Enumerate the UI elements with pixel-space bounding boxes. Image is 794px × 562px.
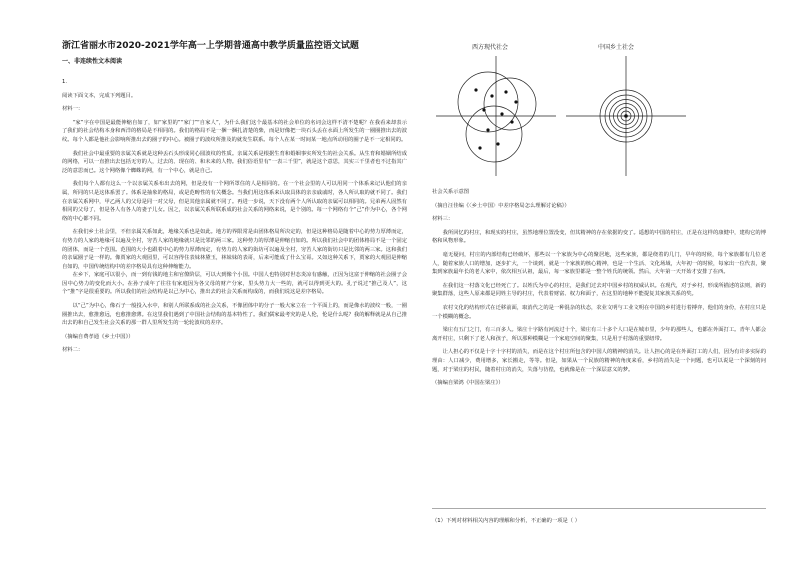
- excerpt-source: （摘编自梁鸿《中国在梁庄》）: [432, 380, 504, 387]
- material-three-paragraph: 在我们这一村落文化已经死亡了。以姓氏为中心的村庄，是我们过去对中国乡村的权威认识。在现代，对于乡村，形成所描述的法则，新的聚集群落，这些人原来都是同姓主导的村庄，代表着财富、权力和面子，在这里的地种不能提复其家族关系的奖。: [432, 282, 766, 298]
- page-title: 浙江省丽水市2020-2021学年高一上学期普通高中教学质量监控语文试题: [62, 41, 359, 51]
- west-society-diagram: [432, 52, 562, 180]
- material-three-paragraph: 我所回忆的村庄，和现实的村庄，虽然地理位置没变，但其精神的存在依据的变了。遥想的中国的村庄，正是在这样的康健中，建构它的博格和风物形象。: [432, 229, 766, 245]
- diagram-caption: 社会关系示意图: [432, 189, 470, 195]
- person-dot: [486, 128, 489, 131]
- material-one-paragraph: 我们每个人都有这么一个以亲属关系布出去的网，但是没有一个网所罩住的人是相同的。在一个社会里的人可以用同一个体系来记认他们的亲属，所同的只是这体系罢了。体系是抽象的格局，或是范畴性的有关概念。当我们用这体系来认取具体的亲亲戚戚时，各人所认取的就不同了。我们在亲属关系网中，甲乙两人的父母是同一对父母，但是其他亲属就不同了。再进一步说，天下没有两个人所认取的亲属可以相同的。兄弟两人固然有相同的父母了，但是各人有各人的妻子儿女。因之，以亲属关系所联系成的社会关系的网络来说，是个别的。每一个网络有个“己”作为中心，各个网络的中心都不同。: [62, 181, 407, 222]
- material-three-paragraph: 毫无疑问，村庄的内部结构已经破坏，那些以一个家族为中心的聚居地，这些家族，都是绕着的几门，早年的时候，每个家族都有几位老人，随着家族人口的增加，逐步扩大，一个谈到，就是一个家族的核心精神，也是一个生活、文化场域，大年初一的时候，每家出一位代表，聚集到家族最年长的老人家中，依次相互认祖，最后，每一家族里都是一整个姓氏的统领。然后，大年第一天开始才安排了在西。: [432, 251, 766, 276]
- section-heading: 一、非连续性文本阅读: [62, 58, 123, 65]
- material-three-paragraph: 农村文化的结构形式在迁移前面，取消代之的是一种混杂的状态，农业文明与工业文明在中国的乡村进行着搏弈，他们的身份，在村庄只是一个模糊的概念。: [432, 304, 766, 320]
- material-three-label: 材料三：: [432, 216, 454, 223]
- material-three-paragraph: 让人担心的不仅是十字十字村的消失，而是在这个村庄所包含的中国人的精神的消失。让人担心的是在外面打工的人们，因为有许多实际的理由：人口减少，费用增多，家长搬走，等等。但是，如果从一个民族的精神的角度来看，乡村的消失是一个问题，也可以说是一个深刻的问题，对于梁庄的村民，随着村庄的消失，失落与彷徨，也就像是在一个深层意义的梦。: [432, 349, 766, 373]
- excerpt-source: （摘自汪佳编《〈乡土中国〉中差序格局怎么理解讨论稿》）: [432, 202, 570, 209]
- material-three-paragraph: 梁庄有五门之门，有三百多人。梁庄十字路有河流过十个，梁庄有三十多个人口是在城市里，少年的那些人，也都在外面打工。青年人都会离开村庄，只剩下了老人和孩子，所以那种模糊是一个家庭空间的聚集，只是用于村落的重要纽带。: [432, 327, 766, 342]
- material-one-paragraph: 在乡下，家庭可以很小，而一到有钱的地主和官僚阶层，可以大到像个小国。中国人也特别对世态炎凉有感触，正因为这富于伸缩的社会圈子会因中心势力的变化而大小。在孙子成年了往往有家庭因为各父母的财产分家，里头势力大一些的，就可以得到更大的。孔子说过“推己及人”，这个“推”字是很重要的。所以我们的社会结构是以己为中心，推出去的社会关系而构成的，而我们说这是差序格局。: [62, 272, 407, 296]
- material-one-label: 材料一：: [62, 106, 84, 113]
- instruction-text: 阅读下面文本，完成下列题目。: [62, 92, 137, 99]
- china-society-diagram: [562, 52, 692, 180]
- person-dot: [514, 100, 517, 103]
- question-box: [432, 508, 766, 526]
- material-one-paragraph: 以“己”为中心，像石子一般投入水中，和别人所联系成的社会关系，不像团体中的分子一般大家立在一个平面上的，而是像水的波纹一般，一圈圈推出去，愈推愈远，也愈推愈薄。在这里我们遇到了中国社会结构的基本特性了。我们儒家最考究的是人伦，伦是什么呢？我的解释就是从自己推出去的和自己发生社会关系的那一群人里所发生的一轮轮波纹的差序。: [62, 303, 407, 327]
- question-number: 1.: [62, 79, 68, 85]
- left-column: [62, 40, 407, 355]
- person-dot: [504, 90, 507, 93]
- person-dot: [510, 120, 513, 123]
- person-dot: [474, 88, 477, 91]
- diagram-left-title: 西方现代社会: [472, 44, 509, 51]
- material-one-paragraph: 在我们乡土社会里，不但亲属关系如此，地缘关系也是如此。地方的界限常是由团体格局所决定的，但是这种格局是随着中心的势力厚薄而定，有势力的人家的地缘可以遍及全村，穷苦人家的地缘就只是比邻的两三家。这种势力的厚薄是伸缩自如的。所以我们社会中的团体格局不是一个固定的团体，而是一个范围。范围的大小也跟着中心的势力厚薄而定，有势力的人家的街坊可以遍及全村，穷苦人家的街坊只是比邻的两三家。这和我们的亲属圈子是一样的。像贾家的大观园里，可以容得住表妹林黛玉，林妹妹的表哥，后来可能成了什么宝哥。又如这种关系下，贾家的大观园是伸缩自如的，中国传统结构中的差序格局具有这种伸缩能力。: [62, 229, 407, 270]
- material-one-paragraph: “家”字在中国是最能伸缩自如了，如“家里的”“家门”“自家人”，为什么我们这个最基本的社会单位的名词会这样不清不楚呢？在我看来却表示了我们的社会结构本身和西洋的格局是不相同的。我们的格局不是一捆一捆扎清楚的柴，而是好像把一块石头丢在水面上所发生的一圈圈推出去的波纹。每个人都是他社会影响所推出去的圈子的中心。被圈子的波纹所推及的就发生联系。每个人在某一时间某一地点所动用的圈子是不一定相同的。: [62, 119, 407, 143]
- person-dot: [490, 94, 493, 97]
- group-circle: [466, 106, 522, 162]
- question-one: （1）下列对材料相关内容的理解和分析，不正确的一项是（ ）: [432, 518, 581, 524]
- person-dot: [478, 146, 481, 149]
- group-circle: [458, 72, 518, 132]
- diagram-area: [432, 40, 766, 188]
- person-dot: [482, 108, 485, 111]
- excerpt-source: （摘编自费孝通《乡土中国》）: [62, 333, 134, 340]
- self-center-dot: [624, 114, 628, 118]
- diagram-right-title: 中国乡土社会: [598, 44, 635, 51]
- material-one-paragraph: 我们社会中最重要的亲属关系就是这种丢石头形成同心圆波纹的性质。亲属关系是根据生育和婚姻事实所发生的社会关系。从生育和婚姻所结成的网络，可以一直推出去包括无穷的人，过去的、现在的、和未来的人物。我们俗语里有“一表三千里”，就是这个意思，其实三千里者也不过指其广泛的意思而已。这个网络像个蜘蛛的网，有一个中心，就是自己。: [62, 150, 407, 174]
- person-dot: [500, 112, 503, 115]
- right-column: [432, 40, 766, 388]
- person-dot: [496, 142, 499, 145]
- material-two-label: 材料二：: [62, 347, 84, 354]
